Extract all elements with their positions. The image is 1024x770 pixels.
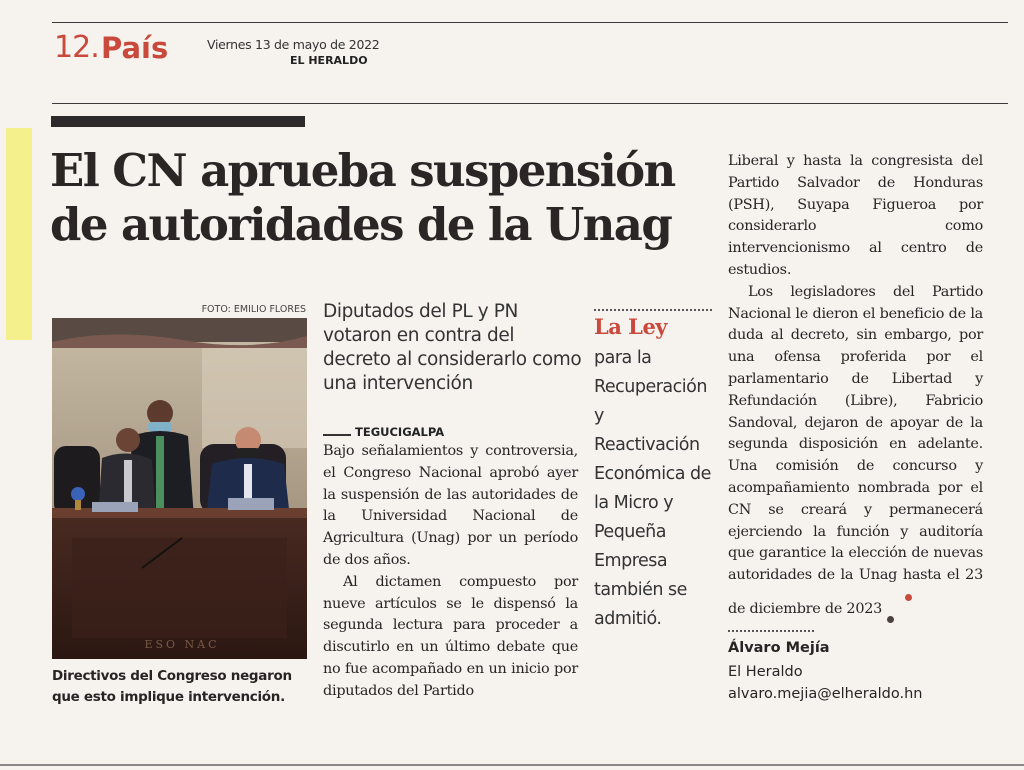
highlighter-mark <box>6 128 32 340</box>
header-rule <box>52 103 1008 104</box>
top-rule <box>52 22 1008 23</box>
page-number: 12. <box>54 30 99 65</box>
newspaper-name: EL HERALDO <box>290 54 368 67</box>
section-name: País <box>101 31 169 65</box>
body-column-1 <box>323 441 578 703</box>
headline-line-2: de autoridades de la Unag <box>50 198 672 251</box>
headline-bar <box>51 116 305 127</box>
sidebar-title: La Ley <box>594 314 668 339</box>
dateline: TEGUCIGALPA <box>355 425 445 439</box>
body-paragraph-text: Los legisladores del Partido Nacional le dieron el beneficio de la duda al decreto, sin embargo, por una ofensa proferida por el parlamentario de Libertad y Refundación (Libre), Fabricio Sandoval, dejaron de apoyar de la segunda disposición en adelante. Una comisión de concurso y acompañamiento nombrada por el CN se creará y permanecerá ejerciendo la función y auditoría que garantice la elección de nuevas autoridades de la Unag hasta el 23 de diciembre de 2023 <box>728 283 983 617</box>
photo-credit: FOTO: EMILIO FLORES <box>201 304 306 315</box>
issue-date: Viernes 13 de mayo de 2022 <box>207 37 380 52</box>
dateline-rule <box>323 434 351 436</box>
body-paragraph: Bajo señalamientos y controversia, el Congreso Nacional aprobó ayer la suspensión de las autoridades de la Universidad Nacional de Agricultura (Unag) por un período de dos años. <box>323 443 578 568</box>
article-deck: Diputados del PL y PN votaron en contra del decreto al considerarlo como una intervención <box>323 301 582 394</box>
body-paragraph: Liberal y hasta la congresista del Partido Salvador de Honduras (PSH), Suyapa Figueroa por considerarlo como intervencionismo al centro de estudios. <box>728 153 983 278</box>
headline-line-1: El CN aprueba suspensión <box>50 144 675 197</box>
sidebar-rule <box>594 309 712 311</box>
body-paragraph: Al dictamen compuesto por nueve artículos se le dispensó la segunda lectura para proceder a discutirlo en un último debate que no fue acompañado en un inicio por diputados del Partido <box>323 573 578 699</box>
end-mark-icon <box>885 587 903 631</box>
headline <box>50 144 720 252</box>
congress-photo <box>52 318 307 659</box>
author-email: alvaro.mejia@elheraldo.hn <box>728 686 923 702</box>
photo-caption: Directivos del Congreso negaron que esto implique intervención. <box>52 668 292 705</box>
photo-illustration <box>52 318 307 659</box>
author-name: Álvaro Mejía <box>728 640 830 656</box>
author-rule <box>728 630 814 632</box>
body-column-2 <box>728 151 983 631</box>
sidebar-text: para la Recuperación y Reactivación Económica de la Micro y Pequeña Empresa también se admitió. <box>594 348 711 629</box>
svg-text:ESO NAC: ESO NAC <box>144 638 220 651</box>
bottom-rule <box>0 764 1024 766</box>
author-org: El Heraldo <box>728 664 803 680</box>
body-paragraph <box>728 282 983 631</box>
